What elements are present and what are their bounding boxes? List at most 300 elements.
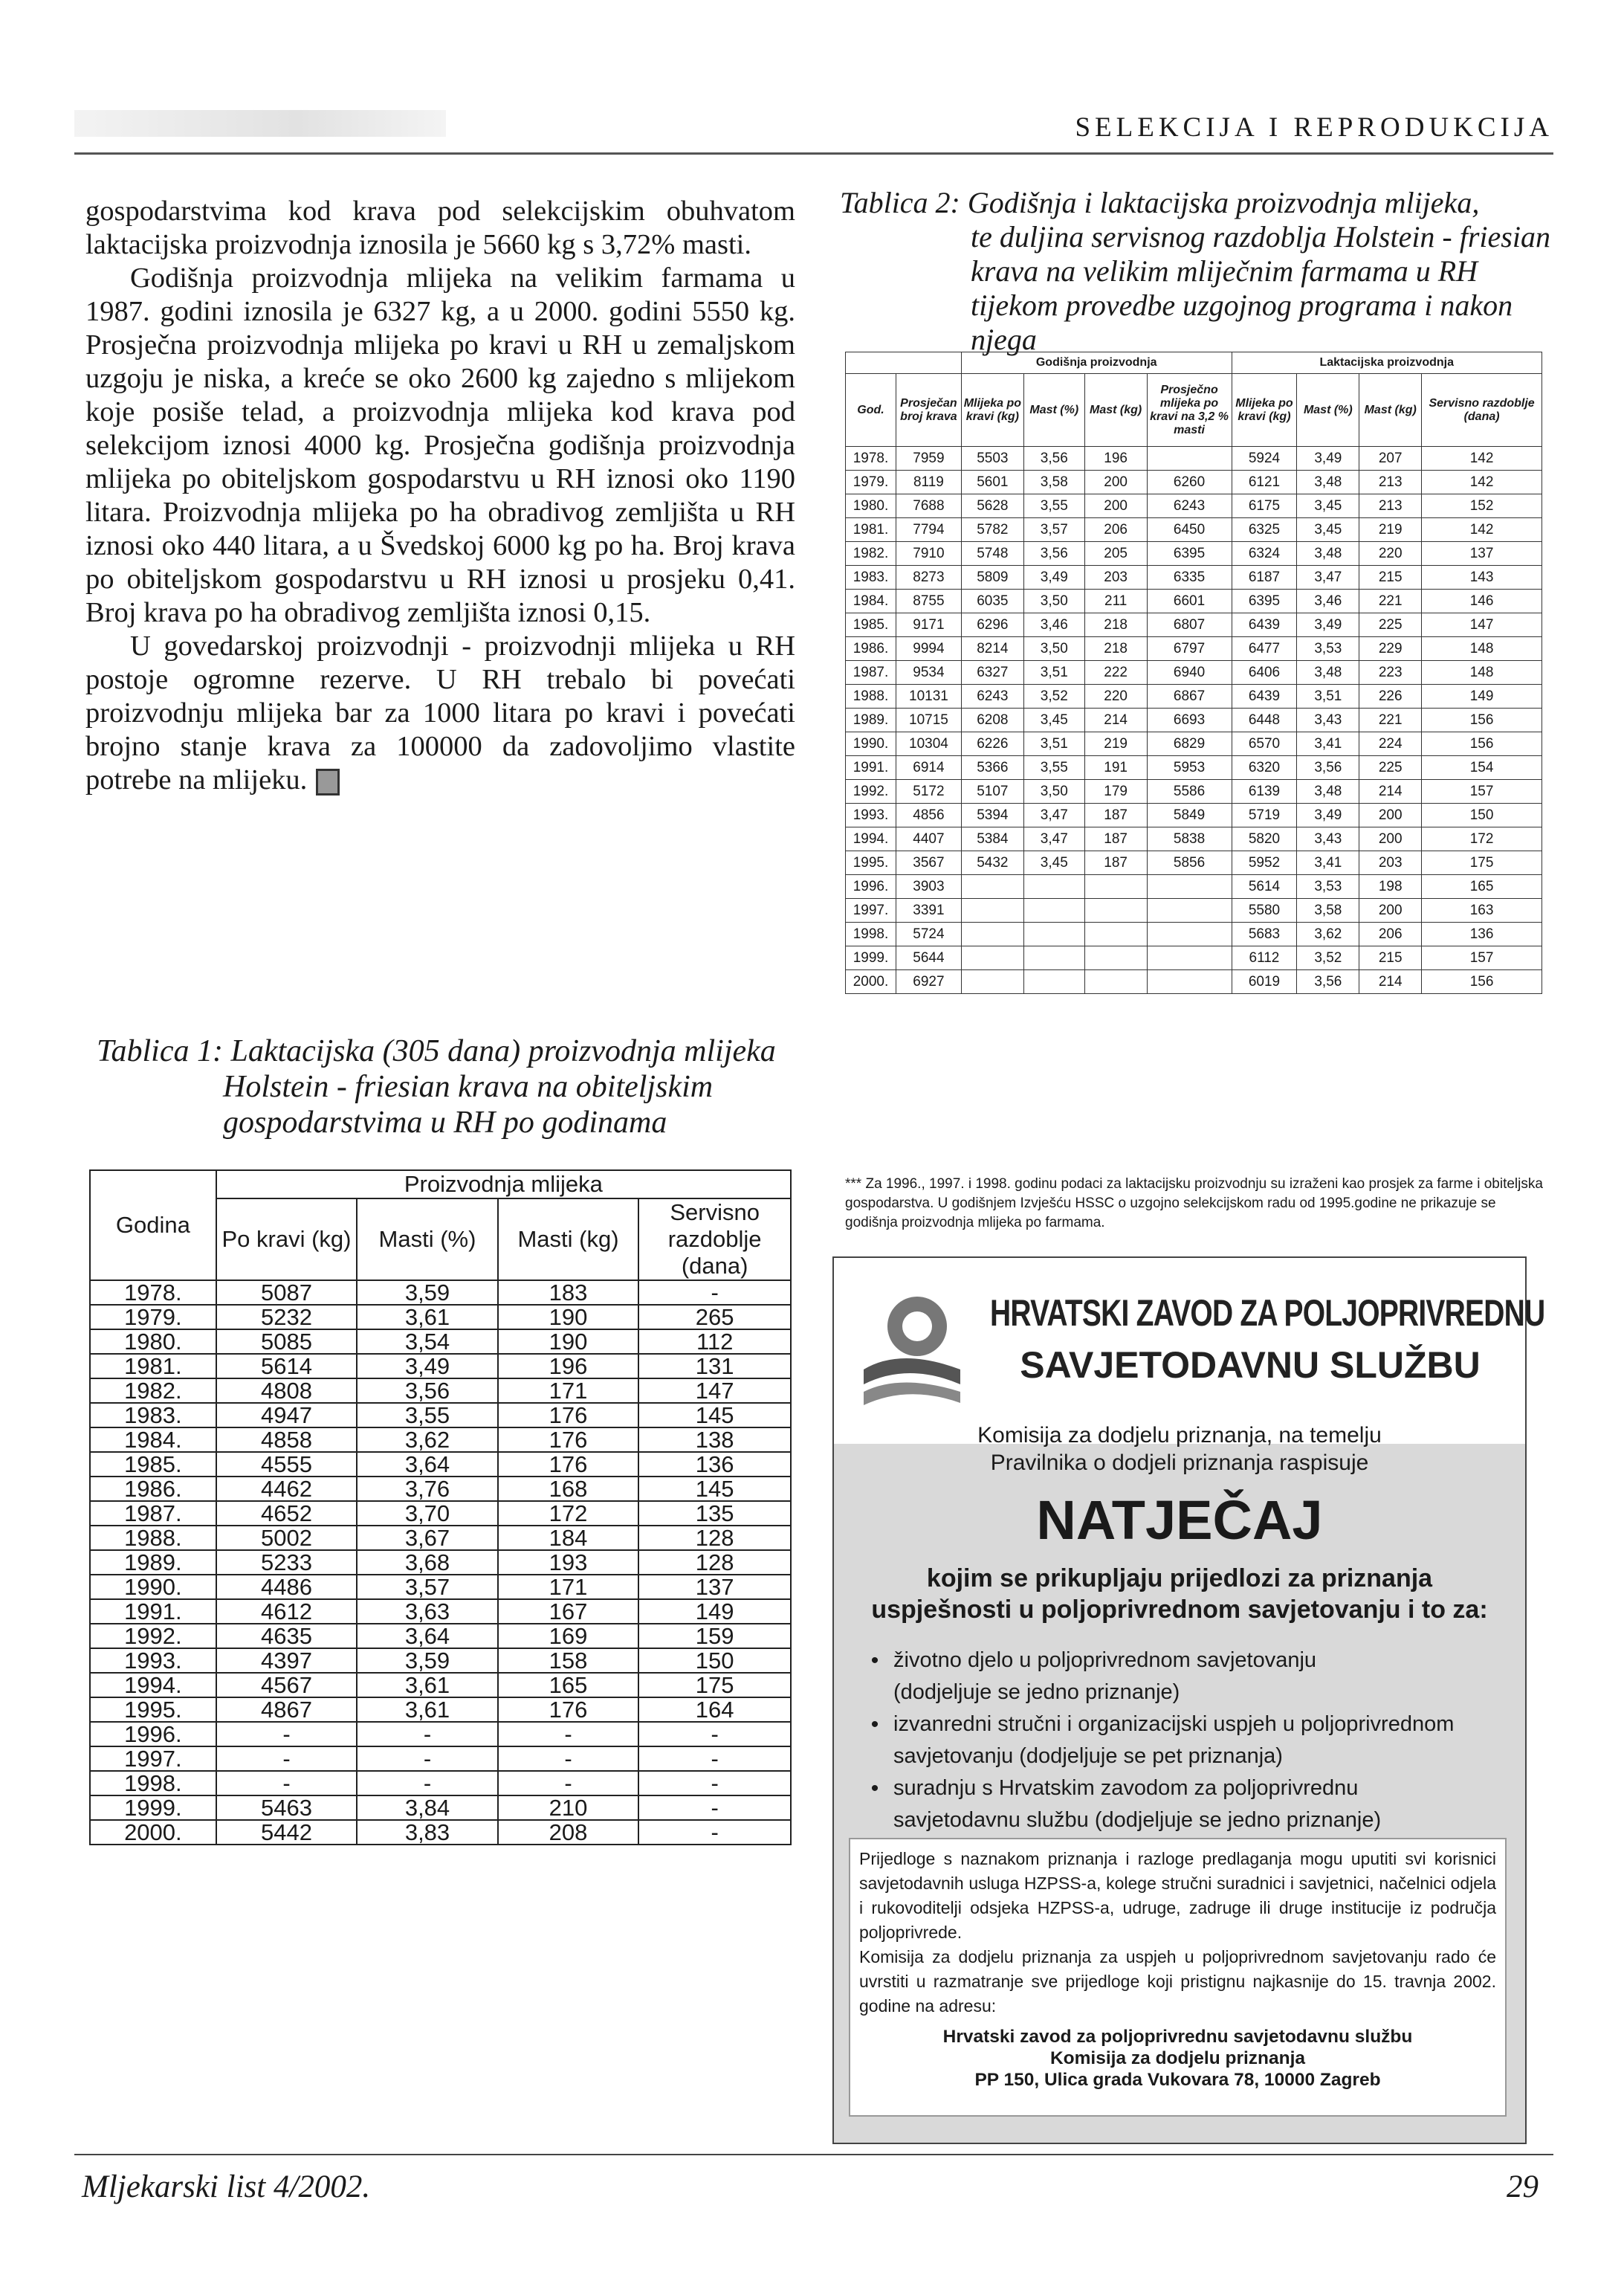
table-cell: 3,59 [357, 1648, 498, 1673]
table-cell: 6829 [1147, 732, 1232, 756]
table-cell: 1978. [846, 447, 896, 471]
table-cell: 3,55 [1023, 756, 1084, 780]
table-cell: 4808 [216, 1378, 358, 1403]
table-cell [1023, 875, 1084, 899]
table-row [90, 1697, 791, 1722]
table-cell: 6570 [1232, 732, 1297, 756]
table-cell: 196 [1084, 447, 1147, 471]
table-cell: 3,48 [1297, 661, 1359, 685]
table-cell: 4397 [216, 1648, 358, 1673]
table-cell: 3,52 [1297, 946, 1359, 970]
table-cell: 5820 [1232, 827, 1297, 851]
t2-header-lact-fat-pct: Mast (%) [1297, 374, 1359, 447]
table-cell [1084, 899, 1147, 923]
table-cell: 6335 [1147, 566, 1232, 590]
table-cell: 1979. [846, 471, 896, 494]
table-cell [1084, 946, 1147, 970]
table-cell: 1985. [846, 613, 896, 637]
table-cell: 167 [498, 1599, 639, 1624]
table-cell: 5107 [961, 780, 1023, 804]
table-cell: 6112 [1232, 946, 1297, 970]
ad-subtitle: kojim se prikupljaju prijedlozi za priznanja uspješnosti u poljoprivrednom savjetovanju i to za: [871, 1564, 1488, 1624]
table-cell: 4555 [216, 1452, 358, 1477]
table-cell: 200 [1359, 804, 1422, 827]
table-cell: 1984. [90, 1427, 216, 1452]
table-cell: 187 [1084, 804, 1147, 827]
table-cell [1023, 970, 1084, 994]
table-cell: - [216, 1722, 358, 1746]
table-cell [1147, 923, 1232, 946]
table-cell: 3,43 [1297, 709, 1359, 732]
table-cell: 3,83 [357, 1820, 498, 1845]
table-cell: 226 [1359, 685, 1422, 709]
table-cell: 1986. [90, 1477, 216, 1501]
table-cell: 3,53 [1297, 637, 1359, 661]
table-cell: 211 [1084, 590, 1147, 613]
table-cell: 220 [1084, 685, 1147, 709]
table-cell: 6325 [1232, 518, 1297, 542]
table-cell: 169 [498, 1624, 639, 1648]
table-cell: 4567 [216, 1673, 358, 1697]
table-row [90, 1771, 791, 1795]
table-cell: 6175 [1232, 494, 1297, 518]
table-row [846, 899, 1542, 923]
table-cell: 5719 [1232, 804, 1297, 827]
table-cell: 6208 [961, 709, 1023, 732]
table-cell: 1987. [90, 1501, 216, 1526]
table-cell: 1982. [90, 1378, 216, 1403]
table-cell: 9534 [896, 661, 961, 685]
table-cell: 218 [1084, 637, 1147, 661]
table-cell: 5580 [1232, 899, 1297, 923]
table-cell: 6797 [1147, 637, 1232, 661]
table-cell: 3,61 [357, 1697, 498, 1722]
t2-header-fat-pct: Mast (%) [1023, 374, 1084, 447]
table-cell [1147, 946, 1232, 970]
paragraph-1: gospodarstvima kod krava pod selekcijskim obuhvatom laktacijska proizvodnja iznosila je 5660 kg s 3,72% masti. [85, 196, 795, 260]
table-cell [1147, 899, 1232, 923]
t1-header-year: Godina [90, 1170, 216, 1280]
table-cell: 1997. [90, 1746, 216, 1771]
table-cell: 136 [638, 1452, 791, 1477]
table-cell: 176 [498, 1697, 639, 1722]
table-cell: 179 [1084, 780, 1147, 804]
page-number: 29 [1507, 2169, 1539, 2204]
table-cell: 3,84 [357, 1795, 498, 1820]
table-cell: 4858 [216, 1427, 358, 1452]
table-cell [1084, 875, 1147, 899]
table-cell: 3,58 [1297, 899, 1359, 923]
table-cell: 3,49 [357, 1354, 498, 1378]
t1-header-fat-pct: Masti (%) [357, 1198, 498, 1280]
t1-header-group: Proizvodnja mlijeka [216, 1170, 791, 1198]
table-cell: 6226 [961, 732, 1023, 756]
table-cell: 207 [1359, 447, 1422, 471]
list-item: • životno djelo u poljoprivrednom savjetovanju [856, 1645, 1503, 1677]
table-cell: 225 [1359, 613, 1422, 637]
table-cell: 3,47 [1297, 566, 1359, 590]
t1-header-service: Servisno razdoblje (dana) [638, 1198, 791, 1280]
table-cell: 9994 [896, 637, 961, 661]
table-cell: 1992. [90, 1624, 216, 1648]
table-cell: 3,48 [1297, 780, 1359, 804]
table-cell: 3,76 [357, 1477, 498, 1501]
table-cell: 3,48 [1297, 471, 1359, 494]
ad-address: Hrvatski zavod za poljoprivrednu savjetodavnu službu Komisija za dodjelu priznanja PP 150, Ulica grada Vukovara 78, 10000 Zagreb [942, 2027, 1413, 2090]
table-row [846, 685, 1542, 709]
table-cell: - [498, 1771, 639, 1795]
table-row [846, 827, 1542, 851]
table-cell: 1992. [846, 780, 896, 804]
table-row [90, 1403, 791, 1427]
table-cell: 142 [1422, 518, 1542, 542]
table-cell: 3,43 [1297, 827, 1359, 851]
ad-header [834, 1258, 1545, 1444]
table-cell: 6395 [1147, 542, 1232, 566]
table-cell: 5002 [216, 1526, 358, 1550]
table-cell: 1991. [846, 756, 896, 780]
table-cell: 148 [1422, 661, 1542, 685]
table-cell: 206 [1359, 923, 1422, 946]
table-row [846, 756, 1542, 780]
table-cell: 5463 [216, 1795, 358, 1820]
table-cell: 3,70 [357, 1501, 498, 1526]
table-cell: 158 [498, 1648, 639, 1673]
table-cell: 1980. [90, 1329, 216, 1354]
table-cell: 5782 [961, 518, 1023, 542]
bullet-icon: • [870, 1712, 879, 1737]
table-cell: 3,46 [1297, 590, 1359, 613]
table-row [90, 1673, 791, 1697]
journal-name: Mljekarski list 4/2002. [82, 2169, 371, 2204]
table-cell: 210 [498, 1795, 639, 1820]
table-cell: 9171 [896, 613, 961, 637]
table-cell: - [498, 1746, 639, 1771]
table-cell: 7794 [896, 518, 961, 542]
table-cell: 171 [498, 1378, 639, 1403]
table-cell: 222 [1084, 661, 1147, 685]
table-cell [1023, 946, 1084, 970]
t2-header-milk: Mlijeka po kravi (kg) [961, 374, 1023, 447]
table-cell: 3,45 [1023, 709, 1084, 732]
table-cell: 5442 [216, 1820, 358, 1845]
ad-award-list: • životno djelo u poljoprivrednom savjetovanju (dodjeljuje se jedno priznanje) • izvanredni stručni i organizacijski uspjeh u poljoprivrednom savjetovanju (dodjeljuje se pet priznanja) • suradnju s Hrvatskim zavodom za poljoprivrednu savjetodavnu službu (dodjeljuje se jedno priznanje) [856, 1645, 1503, 1836]
footer-rule [74, 2154, 1553, 2155]
table-row [90, 1378, 791, 1403]
table-cell: 3,48 [1297, 542, 1359, 566]
table-cell: 200 [1359, 827, 1422, 851]
table-cell: 137 [638, 1575, 791, 1599]
table-cell: 3,54 [357, 1329, 498, 1354]
table-cell: - [638, 1746, 791, 1771]
table-cell: 3,62 [1297, 923, 1359, 946]
ad-title: NATJEČAJ [1036, 1489, 1323, 1551]
body-text [85, 195, 795, 797]
t2-header-lact-fat-kg: Mast (kg) [1359, 374, 1422, 447]
table-cell: 200 [1359, 899, 1422, 923]
table-cell [961, 899, 1023, 923]
ad-org-line1: HRVATSKI ZAVOD ZA POLJOPRIVREDNU [990, 1292, 1545, 1334]
table-cell: 3,47 [1023, 827, 1084, 851]
table-cell: 3,55 [1023, 494, 1084, 518]
table-cell: 3,64 [357, 1624, 498, 1648]
table-row [90, 1354, 791, 1378]
t2-header-service: Servisno razdoblje (dana) [1422, 374, 1542, 447]
table-cell: 3,50 [1023, 780, 1084, 804]
end-mark-icon [316, 769, 340, 796]
table-cell: 6243 [961, 685, 1023, 709]
paragraph-2: Godišnja proizvodnja mlijeka na velikim farmama u 1987. godini iznosila je 6327 kg, a u 2000. godini 5550 kg. Prosječna proizvodnja mlijeka po kravi u RH u zemaljskom uzgoju je niska, a kreće se oko 2600 kg zajedno s mlijekom koje posiše telad, a proizvodnja mlijeka kod krava pod selekcijom iznosi 4000 kg. Prosječna godišnja proizvodnja mlijeka po obiteljskom gospodarstvu u RH iznosi oko 1190 litara. Proizvodnja mlijeka po ha obradivog zemljišta u RH iznosi oko 440 litara, a u Švedskoj 6000 kg po ha. Broj krava po obiteljskom gospodarstvu u RH iznosi u prosjeku 0,41. Broj krava po ha obradivog zemljišta iznosi 0,15. [85, 262, 795, 628]
table-cell: 172 [498, 1501, 639, 1526]
table-cell: 1998. [846, 923, 896, 946]
table-cell: 7959 [896, 447, 961, 471]
table-cell: 136 [1422, 923, 1542, 946]
table-cell: 1987. [846, 661, 896, 685]
table-row [846, 447, 1542, 471]
header-decoration [74, 110, 446, 137]
table-cell: 6406 [1232, 661, 1297, 685]
table-cell: 6243 [1147, 494, 1232, 518]
table1 [89, 1169, 792, 1845]
table-cell: - [638, 1820, 791, 1845]
table-cell: 1986. [846, 637, 896, 661]
table-cell: 5724 [896, 923, 961, 946]
table-row [90, 1329, 791, 1354]
table-cell: 5856 [1147, 851, 1232, 875]
table-cell: 164 [638, 1697, 791, 1722]
table-cell: 128 [638, 1526, 791, 1550]
table-cell: 1988. [846, 685, 896, 709]
table-cell: - [357, 1746, 498, 1771]
table-cell: 196 [498, 1354, 639, 1378]
table2-footnote: *** Za 1996., 1997. i 1998. godinu podaci za laktacijsku proizvodnju su izraženi kao prosjek za farme i obiteljska gospodarstva. U godišnjem Izvješću HSSC o uzgojno selekcijskom radu od 1995.godine ne prikazuje se godišnja proizvodnja mlijeka po farmama. [845, 1176, 1543, 1230]
table-row [90, 1477, 791, 1501]
table-cell [961, 923, 1023, 946]
table-cell: 5849 [1147, 804, 1232, 827]
table-row [846, 661, 1542, 685]
table-cell: 3,49 [1297, 613, 1359, 637]
table-cell: 10131 [896, 685, 961, 709]
table-cell: 265 [638, 1305, 791, 1329]
table-row [90, 1452, 791, 1477]
table-cell: 168 [498, 1477, 639, 1501]
table-cell: 176 [498, 1403, 639, 1427]
table-cell: 175 [638, 1673, 791, 1697]
table-cell: - [216, 1746, 358, 1771]
table-cell: - [357, 1722, 498, 1746]
table-cell: 6395 [1232, 590, 1297, 613]
table-cell [1147, 970, 1232, 994]
table-cell: 215 [1359, 946, 1422, 970]
table-cell: 150 [638, 1648, 791, 1673]
table-cell: 128 [638, 1550, 791, 1575]
table-cell: 203 [1359, 851, 1422, 875]
table-row [90, 1575, 791, 1599]
table-cell [1023, 923, 1084, 946]
table-cell [1084, 970, 1147, 994]
table-cell: 6940 [1147, 661, 1232, 685]
table-cell: 5644 [896, 946, 961, 970]
table-cell: 6477 [1232, 637, 1297, 661]
table-cell: 221 [1359, 709, 1422, 732]
table-cell: 3,49 [1297, 804, 1359, 827]
table-cell: 6927 [896, 970, 961, 994]
table-cell: 203 [1084, 566, 1147, 590]
table-cell: 198 [1359, 875, 1422, 899]
table-cell: 200 [1084, 471, 1147, 494]
table-cell [961, 970, 1023, 994]
table-cell: 145 [638, 1403, 791, 1427]
table-cell: 190 [498, 1329, 639, 1354]
table-cell: 3,50 [1023, 590, 1084, 613]
table-cell: 176 [498, 1452, 639, 1477]
table-cell: 3,50 [1023, 637, 1084, 661]
bullet-icon: • [870, 1648, 879, 1673]
table-row [90, 1722, 791, 1746]
table-row [846, 566, 1542, 590]
table-cell: 184 [498, 1526, 639, 1550]
table-cell: 172 [1422, 827, 1542, 851]
table-cell: 3,41 [1297, 851, 1359, 875]
table2 [845, 352, 1542, 994]
table-cell: 219 [1359, 518, 1422, 542]
table-cell: 1979. [90, 1305, 216, 1329]
t2-header-avg32: Prosječno mlijeka po kravi na 3,2 % masti [1147, 374, 1232, 447]
ad-intro: Komisija za dodjelu priznanja, na temelju Pravilnika o dodjeli priznanja raspisuje [977, 1423, 1382, 1475]
table-cell: - [638, 1771, 791, 1795]
table-cell: 6450 [1147, 518, 1232, 542]
table-cell: 218 [1084, 613, 1147, 637]
table-cell: 7688 [896, 494, 961, 518]
table-cell: 1997. [846, 899, 896, 923]
table-cell: 1996. [846, 875, 896, 899]
table-cell: 145 [638, 1477, 791, 1501]
table-row [90, 1427, 791, 1452]
table-cell: 6439 [1232, 613, 1297, 637]
table-row [846, 542, 1542, 566]
table-cell: - [216, 1771, 358, 1795]
table-cell: 6439 [1232, 685, 1297, 709]
table-cell: 3,47 [1023, 804, 1084, 827]
table-cell: 6035 [961, 590, 1023, 613]
table-cell: 3,52 [1023, 685, 1084, 709]
table-cell: 5614 [216, 1354, 358, 1378]
table-cell: 6327 [961, 661, 1023, 685]
table-cell: 215 [1359, 566, 1422, 590]
table-row [846, 875, 1542, 899]
table-cell: 1984. [846, 590, 896, 613]
table-row [846, 804, 1542, 827]
table-cell: 3,55 [357, 1403, 498, 1427]
table-cell: 1989. [90, 1550, 216, 1575]
table-cell: 3,62 [357, 1427, 498, 1452]
table-cell: 221 [1359, 590, 1422, 613]
table-cell: 6121 [1232, 471, 1297, 494]
table-cell: 152 [1422, 494, 1542, 518]
table-cell: 143 [1422, 566, 1542, 590]
t2-group-annual: Godišnja proizvodnja [961, 352, 1232, 374]
table-cell: 3,45 [1297, 518, 1359, 542]
table-cell: 3,49 [1297, 447, 1359, 471]
table-row [90, 1526, 791, 1550]
table-cell: 3,45 [1297, 494, 1359, 518]
table-cell: 3,41 [1297, 732, 1359, 756]
table-cell: 219 [1084, 732, 1147, 756]
table-cell: 1981. [846, 518, 896, 542]
table-cell: 5952 [1232, 851, 1297, 875]
table-cell: 4947 [216, 1403, 358, 1427]
table-cell: 2000. [90, 1820, 216, 1845]
table-cell: 3,51 [1297, 685, 1359, 709]
table-row [846, 590, 1542, 613]
table-cell: 3,68 [357, 1550, 498, 1575]
table-cell: 5809 [961, 566, 1023, 590]
table-cell: 3,49 [1023, 566, 1084, 590]
table-cell: 1993. [90, 1648, 216, 1673]
table-cell: 223 [1359, 661, 1422, 685]
table-cell: 8273 [896, 566, 961, 590]
table-cell: 1995. [90, 1697, 216, 1722]
table-cell: 5087 [216, 1280, 358, 1305]
table-cell: 5394 [961, 804, 1023, 827]
table-cell: - [357, 1771, 498, 1795]
table-cell: 4867 [216, 1697, 358, 1722]
table-cell [961, 875, 1023, 899]
list-item: • suradnju s Hrvatskim zavodom za poljoprivrednu [856, 1772, 1503, 1804]
table-cell: 3,51 [1023, 661, 1084, 685]
table-cell: 10304 [896, 732, 961, 756]
table-cell: 3,56 [357, 1378, 498, 1403]
table-row [846, 613, 1542, 637]
table-cell: 6019 [1232, 970, 1297, 994]
table-cell [1147, 447, 1232, 471]
table-cell: 5233 [216, 1550, 358, 1575]
table-cell: 1999. [90, 1795, 216, 1820]
table-cell: 138 [638, 1427, 791, 1452]
table-cell: 1990. [90, 1575, 216, 1599]
table-cell: 5683 [1232, 923, 1297, 946]
table-cell: 165 [1422, 875, 1542, 899]
table-row [846, 946, 1542, 970]
table-cell: 3,46 [1023, 613, 1084, 637]
table-cell: 3,59 [357, 1280, 498, 1305]
table-row [846, 923, 1542, 946]
table-cell: 7910 [896, 542, 961, 566]
table-row [846, 494, 1542, 518]
table-cell: 165 [498, 1673, 639, 1697]
ad-info-box: Prijedloge s naznakom priznanja i razloge predlaganja mogu uputiti svi korisnici savjetodavnih usluga HZPSS-a, kolege stručni suradnici i savjetnici, načelnici odjela i rukovoditelji odsjeka HZPSS-a, udruge, zadruge ili druge institucije iz područja poljoprivrede. Komisija za dodjelu priznanja za uspjeh u poljoprivrednom savjetovanju rado će uvrstiti u razmatranje sve prijedloge koji pristignu najkasnije do 15. travnja 2002. godine na adresu: Hrvatski zavod za poljoprivrednu savjetodavnu službu Komisija za dodjelu priznanja PP 150, Ulica grada Vukovara 78, 10000 Zagreb [849, 1838, 1507, 2117]
table-cell: 4612 [216, 1599, 358, 1624]
table-cell: 135 [638, 1501, 791, 1526]
table-row [90, 1648, 791, 1673]
table-cell: 6601 [1147, 590, 1232, 613]
table-cell: 183 [498, 1280, 639, 1305]
table-cell: 156 [1422, 709, 1542, 732]
table-row [90, 1820, 791, 1845]
table-cell: 156 [1422, 970, 1542, 994]
paragraph-3: U govedarskoj proizvodnji - proizvodnji mlijeka u RH postoje ogromne rezerve. U RH trebalo bi povećati proizvodnju mlijeka bar za 1000 litara po kravi i povećati brojno stanje krava za 100000 da zadovoljimo vlastite potrebe na mlijeku. [85, 630, 795, 796]
table-cell [1023, 899, 1084, 923]
table-cell: 4407 [896, 827, 961, 851]
table-row [90, 1550, 791, 1575]
table-cell: 1995. [846, 851, 896, 875]
table-cell: 10715 [896, 709, 961, 732]
table-row [90, 1305, 791, 1329]
table-cell: 6324 [1232, 542, 1297, 566]
table-cell: 6693 [1147, 709, 1232, 732]
table-cell: 149 [638, 1599, 791, 1624]
table-cell: 5366 [961, 756, 1023, 780]
